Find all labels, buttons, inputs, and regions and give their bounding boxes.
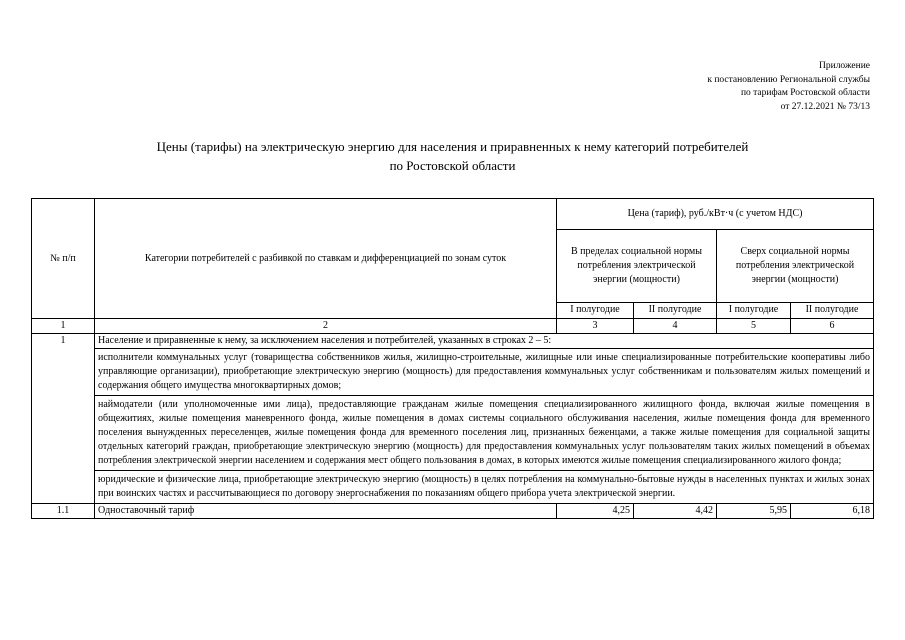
table-row	[32, 471, 874, 504]
appendix-line: Приложение	[819, 61, 870, 71]
row-number: 1	[32, 334, 95, 504]
header-within-norm: В пределах социальной нормы потребления электрической энергии (мощности)	[557, 230, 717, 303]
header-half-2: II полугодие	[634, 303, 717, 319]
header-number: № п/п	[32, 199, 95, 319]
row-label: Одноставочный тариф	[95, 504, 557, 519]
appendix-line: от 27.12.2021 № 73/13	[780, 101, 870, 112]
column-number: 4	[634, 319, 717, 334]
price-cell: 4,42	[634, 504, 717, 519]
column-number: 2	[95, 319, 557, 334]
price-cell: 5,95	[717, 504, 791, 519]
column-number: 6	[791, 319, 874, 334]
column-number-row	[32, 319, 874, 334]
header-category: Категории потребителей с разбивкой по ставкам и дифференциацией по зонам суток	[95, 199, 557, 319]
header-above-norm: Сверх социальной нормы потребления электрической энергии (мощности)	[717, 230, 874, 303]
appendix-note	[707, 60, 870, 114]
table-row	[32, 349, 874, 396]
row-number: 1.1	[32, 504, 95, 519]
table-row	[32, 396, 874, 471]
title-line: Цены (тарифы) на электрическую энергию для населения и приравненных к нему категорий потребителей	[156, 139, 749, 154]
appendix-line: к постановлению Региональной службы	[707, 74, 870, 85]
price-cell: 4,25	[557, 504, 634, 519]
row-paragraph: юридические и физические лица, приобретающие электрическую энергию (мощность) в целях потребления на коммунально-бытовые нужды в населенных пунктах и жилых зонах при воинских частях и рассчитывающиеся по договору энергоснабжения по показаниям общего прибора учета электрической энергии.	[95, 471, 874, 504]
title-line: по Ростовской области	[389, 158, 516, 173]
column-number: 1	[32, 319, 95, 334]
document-title	[0, 137, 905, 175]
column-number: 3	[557, 319, 634, 334]
header-price: Цена (тариф), руб./кВт·ч (с учетом НДС)	[557, 199, 874, 230]
header-half-1: I полугодие	[717, 303, 791, 319]
row-heading: Население и приравненные к нему, за исключением населения и потребителей, указанных в строках 2 – 5:	[95, 334, 874, 349]
row-paragraph: исполнители коммунальных услуг (товарищества собственников жилья, жилищно-строительные, жилищные или иные специализированные потребительские кооперативы либо управляющие организации), приобретающие электрическую энергию (мощность) для предоставления коммунальных услуг собственникам и пользователям жилых помещений и содержания общего имущества многоквартирных домов;	[95, 349, 874, 396]
tariff-table	[31, 198, 874, 519]
table-row	[32, 504, 874, 519]
table-row	[32, 334, 874, 349]
appendix-line: по тарифам Ростовской области	[740, 88, 870, 98]
price-cell: 6,18	[791, 504, 874, 519]
header-half-2: II полугодие	[791, 303, 874, 319]
row-paragraph: наймодатели (или уполномоченные ими лица), предоставляющие гражданам жилые помещения специализированного жилищного фонда, включая жилые помещения в общежитиях, жилые помещения маневренного фонда, жилые помещения в домах системы социального обслуживания населения, жилые помещения фонда для временного поселения вынужденных переселенцев, жилые помещения фонда для временного поселения лиц, признанных беженцами, а также жилые помещения для социальной защиты отдельных категорий граждан, приобретающие электрическую энергию (мощность) для предоставления коммунальных услуг пользователям таких жилых помещений в объемах потребления электрической энергии населением и содержания мест общего пользования в домах, в которых имеются жилые помещения специализированного жилого фонда;	[95, 396, 874, 471]
column-number: 5	[717, 319, 791, 334]
header-half-1: I полугодие	[557, 303, 634, 319]
